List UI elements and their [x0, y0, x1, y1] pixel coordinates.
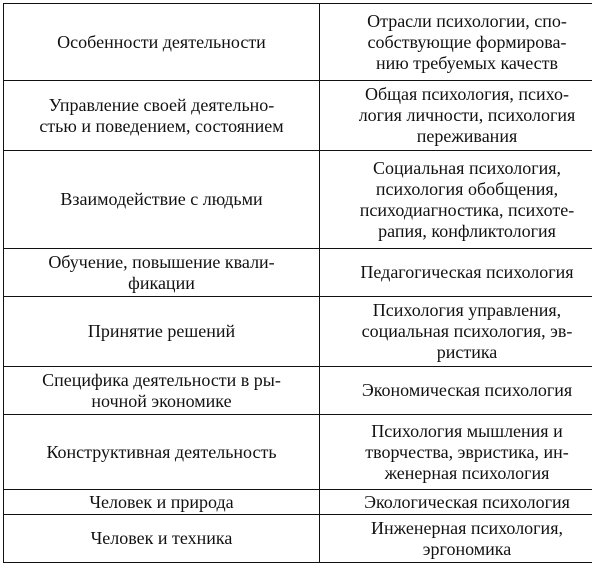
branches-cell — [320, 297, 592, 367]
branches-cell — [320, 415, 592, 490]
branches-cell — [320, 249, 592, 297]
activity-text: Специфика деятельности в ры- ночной экономике — [42, 369, 281, 411]
branches-text: Психология мышления и творчества, эвристика, ин- женерная психология — [365, 420, 569, 483]
activity-cell — [4, 297, 320, 367]
activity-cell — [4, 367, 320, 415]
branches-text: Отрасли психологии, спо- собствующие формирова- нию требуемых качеств — [367, 10, 567, 73]
activity-text: Взаимодействие с людьми — [60, 189, 263, 209]
activity-cell — [4, 415, 320, 490]
branches-cell — [320, 515, 592, 563]
table-row — [4, 515, 592, 563]
activity-text: Человек и техника — [90, 528, 233, 548]
branches-text: Социальная психология, психология обобщения, психодиагностика, психоте- рапия, конфликтология — [359, 157, 575, 241]
branches-cell — [320, 151, 592, 249]
activity-cell — [4, 81, 320, 151]
activity-text: Обучение, повышение квали- фикации — [48, 251, 275, 293]
table-row — [4, 81, 592, 151]
activity-text: Человек и природа — [89, 491, 234, 512]
table-row — [4, 415, 592, 490]
activity-text: Особенности деятельности — [57, 31, 266, 52]
branches-cell — [320, 490, 592, 515]
activity-text: Управление своей деятельно- стью и поведением, состоянием — [39, 94, 284, 136]
psychology-branches-table — [3, 3, 592, 563]
branches-text: Психология управления, социальная психология, эв- ристика — [361, 300, 573, 362]
branches-text: Общая психология, психо- логия личности, психология переживания — [358, 84, 576, 146]
activity-text: Конструктивная деятельность — [46, 441, 277, 462]
table-row — [4, 490, 592, 515]
table-row — [4, 367, 592, 415]
table-row — [4, 4, 592, 81]
branches-text: Педагогическая психология — [360, 262, 574, 282]
table-row — [4, 297, 592, 367]
branches-cell — [320, 81, 592, 151]
branches-cell — [320, 4, 592, 81]
activity-cell — [4, 490, 320, 515]
activity-cell — [4, 151, 320, 249]
branches-text: Экономическая психология — [361, 380, 573, 400]
table-row — [4, 151, 592, 249]
table-row — [4, 249, 592, 297]
activity-cell — [4, 515, 320, 563]
branches-cell — [320, 367, 592, 415]
branches-text: Инженерная психология, эргономика — [371, 517, 563, 559]
activity-text: Принятие решений — [87, 321, 236, 341]
activity-cell — [4, 4, 320, 81]
branches-text: Экологическая психология — [364, 491, 570, 512]
activity-cell — [4, 249, 320, 297]
